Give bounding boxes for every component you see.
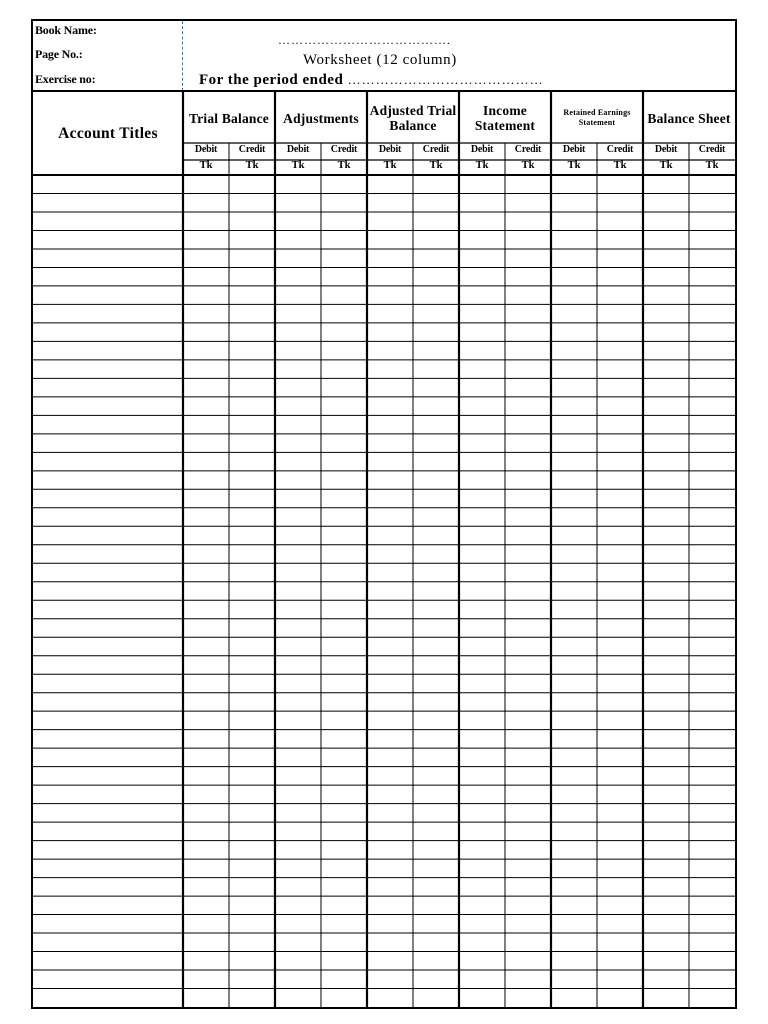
column-group-header: Adjusted Trial Balance [369,103,457,133]
credit-header: Credit [238,144,266,155]
debit-header: Debit [562,144,586,155]
debit-header: Debit [286,144,310,155]
credit-header: Credit [422,144,450,155]
debit-header: Debit [378,144,402,155]
exercise-no-label: Exercise no: [35,72,96,86]
account-titles-header: Account Titles [58,125,158,142]
currency-unit: Tk [475,160,489,171]
period-label: For the period ended [199,72,344,88]
currency-unit: Tk [659,160,673,171]
column-group-header: Balance Sheet [647,110,731,126]
column-group-header: Trial Balance [189,110,269,126]
debit-header: Debit [194,144,218,155]
credit-header: Credit [698,144,726,155]
currency-unit: Tk [705,160,719,171]
currency-unit: Tk [429,160,443,171]
page-no-label: Page No.: [35,47,83,61]
period-dots: …………………………………… [347,72,544,87]
title-dots: …………………………………. [278,33,451,47]
currency-unit: Tk [199,160,213,171]
worksheet-form [31,19,737,1009]
currency-unit: Tk [521,160,535,171]
currency-unit: Tk [291,160,305,171]
currency-unit: Tk [245,160,259,171]
credit-header: Credit [606,144,634,155]
column-group-header: Retained Earnings Statement [563,108,631,127]
currency-unit: Tk [567,160,581,171]
currency-unit: Tk [613,160,627,171]
credit-header: Credit [330,144,358,155]
debit-header: Debit [654,144,678,155]
column-group-header: Income Statement [474,103,536,133]
credit-header: Credit [514,144,542,155]
worksheet-title: Worksheet (12 column) [303,52,457,68]
currency-unit: Tk [337,160,351,171]
currency-unit: Tk [383,160,397,171]
book-name-label: Book Name: [35,23,97,37]
debit-header: Debit [470,144,494,155]
column-group-header: Adjustments [283,110,359,126]
